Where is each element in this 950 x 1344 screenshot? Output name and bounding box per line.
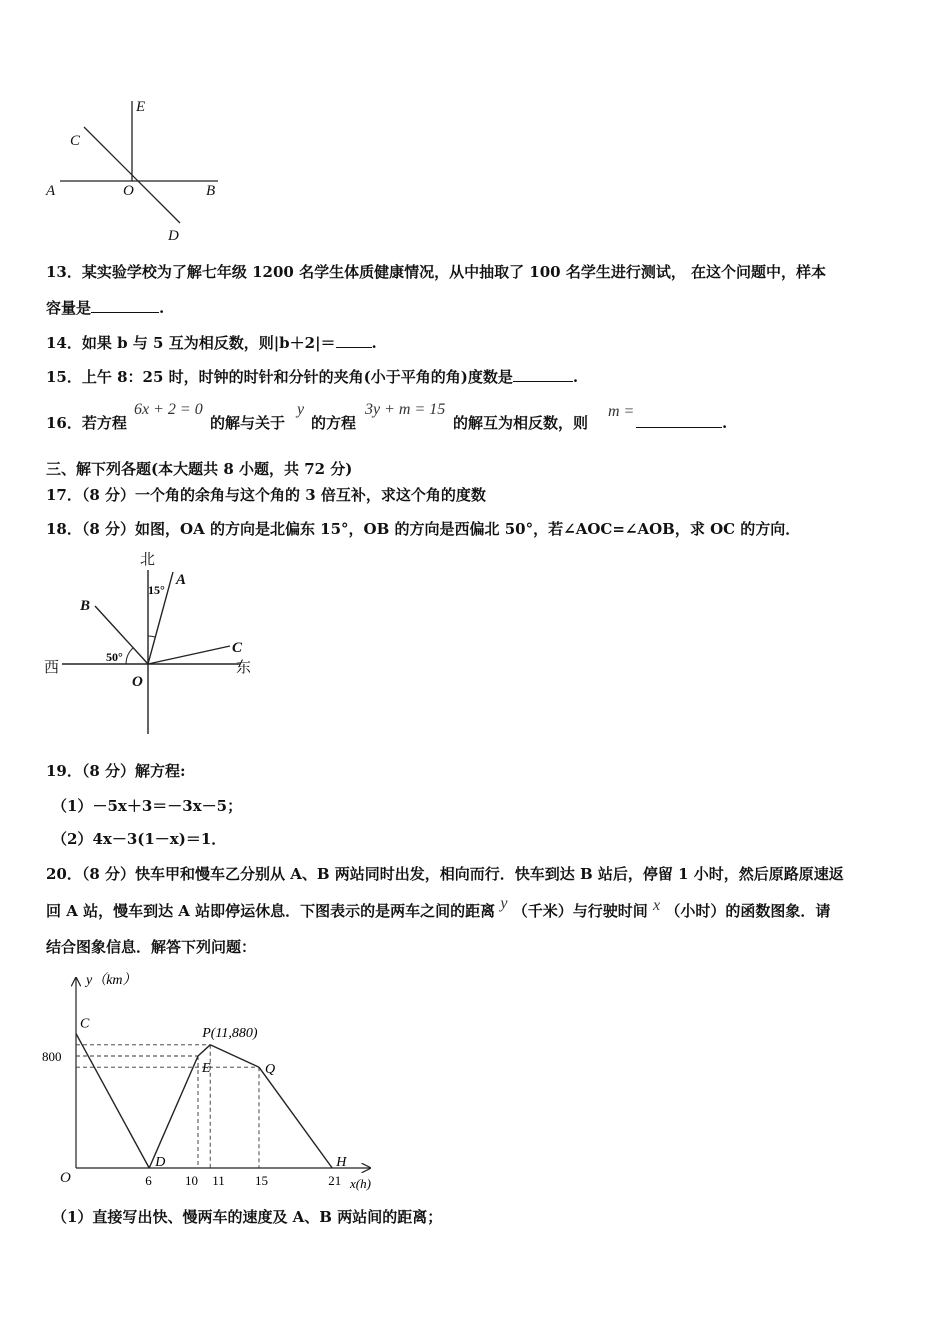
label-b: B	[80, 598, 91, 614]
section3-title: 三、解下列各题(本大题共 8 小题，共 72 分)	[46, 460, 353, 478]
label-angle-15: 15°	[148, 583, 165, 597]
q14	[46, 333, 377, 353]
q14-blank[interactable]	[336, 333, 372, 348]
label-o: O	[123, 183, 134, 199]
label-a: A	[176, 572, 187, 588]
q15-blank[interactable]	[513, 367, 573, 382]
point-label-e: E	[202, 1061, 211, 1076]
x-tick-11: 11	[212, 1173, 225, 1188]
q20-var-y: y	[500, 895, 508, 912]
q16-eq1: 6x + 2 = 0	[134, 401, 203, 418]
q20-line2	[46, 895, 831, 922]
point-label-d: D	[155, 1155, 166, 1170]
q14-prefix: 14．如果 b 与 5 互为相反数，则|b＋2|＝	[46, 334, 336, 352]
q16-p2: 的解与关于	[210, 414, 286, 432]
q16-answer	[636, 413, 727, 433]
label-c: C	[232, 640, 243, 656]
label-angle-50: 50°	[106, 650, 123, 664]
q14-suffix: .	[371, 334, 377, 352]
point-label-q: Q	[265, 1062, 276, 1078]
q19-eq2-num: （2）	[52, 830, 93, 848]
label-north: 北	[140, 550, 156, 568]
q19-eq1-num: （1）	[52, 797, 93, 815]
label-east: 东	[236, 658, 252, 676]
q17: 17．（8 分）一个角的余角与这个角的 3 倍互补，求这个角的度数	[46, 486, 486, 504]
q13-line1: 13．某实验学校为了解七年级 1200 名学生体质健康情况，从中抽取了 100 名学生进行测试， 在这个问题中，样本	[46, 263, 827, 281]
x-axis-label: x(h)	[350, 1176, 371, 1191]
q15-prefix: 15．上午 8：25 时，时钟的时针和分针的夹角(小于平角的角)度数是	[46, 368, 513, 386]
compass-figure	[40, 548, 265, 738]
label-c: C	[70, 133, 81, 149]
segment-cd	[76, 1034, 149, 1168]
q20-line1: 20．（8 分）快车甲和慢车乙分别从 A、B 两站同时出发，相向而行．快车到达 B 站后，停留 1 小时，然后原路原速返	[46, 865, 844, 883]
q16-eq2: 3y + m = 15	[365, 401, 446, 418]
q15-suffix: .	[572, 368, 579, 386]
q16-eq3: m =	[608, 403, 635, 420]
ray-oc	[148, 646, 230, 664]
label-west: 西	[44, 658, 60, 676]
label-o: O	[132, 674, 143, 690]
q16-var-y: y	[297, 401, 305, 418]
q19-eq1-text: －5x＋3＝－3x－5；	[92, 797, 243, 815]
q16-blank[interactable]	[636, 413, 722, 428]
q16-p3: 的方程	[311, 414, 357, 432]
x-tick-21: 21	[328, 1173, 342, 1188]
x-tick-6: 6	[145, 1173, 152, 1188]
label-a: A	[46, 183, 56, 199]
y-axis-label: y（km）	[86, 973, 137, 988]
q16-p1: 16．若方程	[46, 414, 127, 432]
segment-qh	[259, 1067, 332, 1168]
x-tick-10: 10	[185, 1173, 198, 1188]
q20-sub1: （1）直接写出快、慢两车的速度及 A、B 两站间的距离；	[52, 1208, 443, 1226]
q20-line2-b: （千米）与行驶时间	[512, 902, 648, 920]
q13-line2	[46, 298, 164, 318]
distance-time-chart	[30, 962, 390, 1198]
q20-var-x: x	[653, 897, 661, 914]
segment-ep	[198, 1045, 210, 1056]
angle-figure	[40, 95, 230, 245]
q16-suffix: .	[722, 414, 728, 432]
segment-de	[149, 1056, 198, 1168]
q13-blank[interactable]	[91, 298, 159, 313]
segment-pq	[210, 1045, 259, 1067]
q20-line3: 结合图象信息．解答下列问题：	[46, 938, 257, 956]
q20-line2-c: （小时）的函数图象．请	[665, 902, 831, 920]
q19-title: 19．（8 分）解方程:	[46, 762, 186, 780]
label-e: E	[136, 99, 146, 115]
q16-p4: 的解互为相反数，则	[453, 414, 589, 432]
point-label-p: P(11,880)	[202, 1025, 258, 1041]
label-b: B	[206, 183, 216, 199]
q13-suffix: .	[159, 299, 165, 317]
origin-label: O	[60, 1170, 71, 1186]
arc-50	[126, 648, 133, 664]
point-label-h: H	[336, 1155, 347, 1170]
label-d: D	[168, 228, 179, 244]
x-tick-15: 15	[255, 1173, 268, 1188]
q13-prefix: 容量是	[46, 299, 92, 317]
point-label-c: C	[80, 1016, 90, 1032]
q18: 18．（8 分）如图，OA 的方向是北偏东 15°，OB 的方向是西偏北 50°，若∠AOC=∠AOB，求 OC 的方向．	[46, 520, 801, 538]
y-tick-800: 800	[42, 1049, 62, 1064]
q15	[46, 367, 578, 387]
arc-15	[148, 636, 155, 637]
q19-eq2-text: 4x－3(1－x)＝1．	[92, 830, 227, 848]
q19-eq1	[52, 796, 242, 816]
q19-eq2	[52, 829, 226, 849]
q20-line2-a: 回 A 站，慢车到达 A 站即停运休息．下图表示的是两车之间的距离	[46, 902, 496, 920]
